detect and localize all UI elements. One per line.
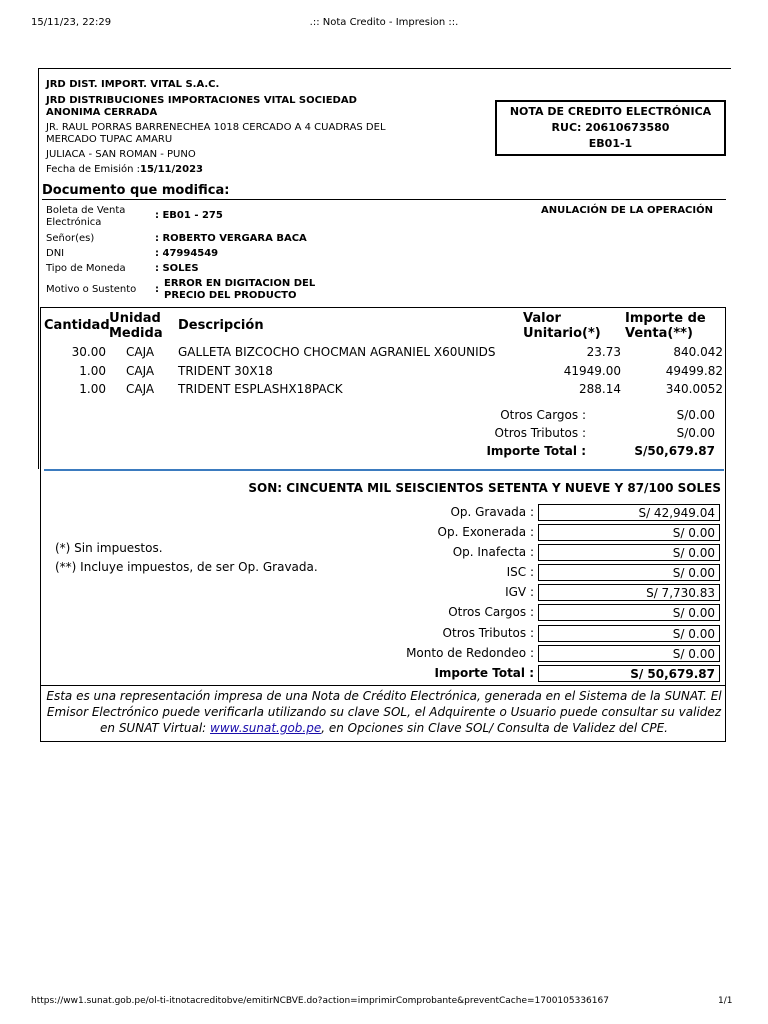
note-incluye-impuestos: (**) Incluye impuestos, de ser Op. Gravada.	[55, 560, 318, 574]
nota-title: NOTA DE CREDITO ELECTRÓNICA	[509, 105, 712, 118]
operation-type: ANULACIÓN DE LA OPERACIÓN	[541, 205, 713, 216]
op-exonerada-value: S/ 0.00	[538, 524, 720, 541]
senor-label: Señor(es)	[46, 233, 95, 244]
header-importe	[625, 311, 706, 341]
row-2-cantidad: 1.00	[79, 382, 106, 396]
header-unidad-line2: Medida	[109, 326, 163, 341]
company-legal-name-2: ANONIMA CERRADA	[46, 107, 158, 118]
nota-credito-box	[495, 100, 726, 156]
otros-cargos-label: Otros Cargos :	[500, 408, 586, 422]
motivo-value-line2: PRECIO DEL PRODUCTO	[164, 290, 297, 301]
header-importe-line2: Venta(**)	[625, 326, 693, 341]
boleta-value: : EB01 - 275	[155, 210, 223, 221]
dni-label: DNI	[46, 248, 65, 259]
redondeo-value: S/ 0.00	[538, 645, 720, 662]
summary-importe-total-value: S/ 50,679.87	[538, 665, 720, 682]
header-valor	[523, 311, 601, 341]
issue-date-label: Fecha de Emisión :	[46, 164, 141, 175]
boleta-label	[46, 205, 125, 229]
company-name: JRD DIST. IMPORT. VITAL S.A.C.	[46, 79, 220, 90]
legal-line-1: Esta es una representación impresa de una Nota de Crédito Electrónica, generada en el Sistema de la SUNAT. El	[46, 689, 722, 703]
header-valor-line1: Valor	[523, 311, 561, 326]
row-0-importe: 840.042	[673, 345, 723, 359]
row-1-valor: 41949.00	[563, 364, 621, 378]
op-inafecta-value: S/ 0.00	[538, 544, 720, 561]
summary-otros-cargos-label: Otros Cargos :	[448, 605, 534, 619]
isc-label: ISC :	[506, 565, 534, 579]
op-gravada-value: S/ 42,949.04	[538, 504, 720, 521]
blue-divider	[44, 469, 724, 471]
nota-ruc: RUC: 20610673580	[551, 121, 670, 134]
sunat-link[interactable]: www.sunat.gob.pe	[210, 721, 322, 735]
boleta-label-line1: Boleta de Venta	[46, 205, 126, 216]
row-1-descripcion: TRIDENT 30X18	[178, 364, 273, 378]
row-0-valor: 23.73	[586, 345, 621, 359]
otros-tributos-value: S/0.00	[676, 426, 715, 440]
summary-otros-tributos-label: Otros Tributos :	[442, 626, 534, 640]
igv-value: S/ 7,730.83	[538, 584, 720, 601]
company-address-1: JR. RAUL PORRAS BARRENECHEA 1018 CERCADO A 4 CUADRAS DEL	[46, 122, 386, 133]
row-1-unidad: CAJA	[126, 364, 155, 378]
legal-line-3	[44, 720, 724, 736]
print-datetime: 15/11/23, 22:29	[31, 17, 112, 28]
op-exonerada-label: Op. Exonerada :	[437, 525, 534, 539]
issue-date-value: 15/11/2023	[140, 164, 203, 175]
header-unidad-line1: Unidad	[109, 311, 161, 326]
row-0-cantidad: 30.00	[71, 345, 106, 359]
company-city: JULIACA - SAN ROMAN - PUNO	[46, 149, 196, 160]
header-cantidad: Cantidad	[44, 318, 110, 333]
otros-tributos-label: Otros Tributos :	[494, 426, 586, 440]
legal-line-2: Emisor Electrónico puede verificarla utilizando su clave SOL, el Adquirente o Usuario puede consultar su validez	[46, 705, 722, 719]
row-2-descripcion: TRIDENT ESPLASHX18PACK	[178, 382, 343, 396]
motivo-value-line1: ERROR EN DIGITACION DEL	[164, 278, 316, 289]
print-page: 1/1	[718, 996, 733, 1006]
print-title: .:: Nota Credito - Impresion ::.	[309, 17, 459, 28]
op-gravada-label: Op. Gravada :	[450, 505, 534, 519]
motivo-colon: :	[155, 284, 159, 295]
dni-value: : 47994549	[155, 248, 219, 259]
summary-otros-tributos-value: S/ 0.00	[538, 625, 720, 642]
row-2-importe: 340.0052	[665, 382, 723, 396]
summary-importe-total-label: Importe Total :	[434, 666, 534, 680]
nota-series: EB01-1	[588, 137, 633, 150]
importe-total-value: S/50,679.87	[634, 444, 715, 458]
row-2-valor: 288.14	[579, 382, 621, 396]
company-address-2: MERCADO TUPAC AMARU	[46, 134, 173, 145]
senor-value: : ROBERTO VERGARA BACA	[155, 233, 307, 244]
row-0-unidad: CAJA	[126, 345, 155, 359]
igv-label: IGV :	[505, 585, 534, 599]
header-importe-line1: Importe de	[625, 311, 706, 326]
otros-cargos-value: S/0.00	[676, 408, 715, 422]
issue-date-row	[46, 164, 203, 175]
motivo-value	[164, 278, 315, 302]
isc-value: S/ 0.00	[538, 564, 720, 581]
header-descripcion: Descripción	[178, 318, 264, 333]
row-1-cantidad: 1.00	[79, 364, 106, 378]
moneda-value: : SOLES	[155, 263, 199, 274]
importe-total-label: Importe Total :	[486, 444, 586, 458]
moneda-label: Tipo de Moneda	[46, 263, 126, 274]
header-unidad	[109, 311, 161, 341]
documento-modifica-heading: Documento que modifica:	[42, 183, 230, 198]
row-0-descripcion: GALLETA BIZCOCHO CHOCMAN AGRANIEL X60UNIDS	[178, 345, 496, 359]
redondeo-label: Monto de Redondeo :	[406, 646, 534, 660]
row-2-unidad: CAJA	[126, 382, 155, 396]
summary-otros-cargos-value: S/ 0.00	[538, 604, 720, 621]
header-valor-line2: Unitario(*)	[523, 326, 601, 341]
boleta-label-line2: Electrónica	[46, 217, 102, 228]
note-sin-impuestos: (*) Sin impuestos.	[55, 541, 163, 555]
legal-notice	[44, 688, 724, 736]
divider	[42, 199, 726, 200]
op-inafecta-label: Op. Inafecta :	[452, 545, 534, 559]
motivo-label: Motivo o Sustento	[46, 284, 137, 295]
company-legal-name-1: JRD DISTRIBUCIONES IMPORTACIONES VITAL SOCIEDAD	[46, 95, 357, 106]
amount-in-words: SON: CINCUENTA MIL SEISCIENTOS SETENTA Y NUEVE Y 87/100 SOLES	[248, 481, 721, 495]
legal-line-3b: , en Opciones sin Clave SOL/ Consulta de Validez del CPE.	[321, 721, 668, 735]
legal-line-3a: en SUNAT Virtual:	[100, 721, 211, 735]
divider	[41, 685, 725, 686]
print-url: https://ww1.sunat.gob.pe/ol-ti-itnotacreditobve/emitirNCBVE.do?action=imprimirComprobante&preventCache=1700105336167	[31, 996, 609, 1006]
row-1-importe: 49499.82	[665, 364, 723, 378]
